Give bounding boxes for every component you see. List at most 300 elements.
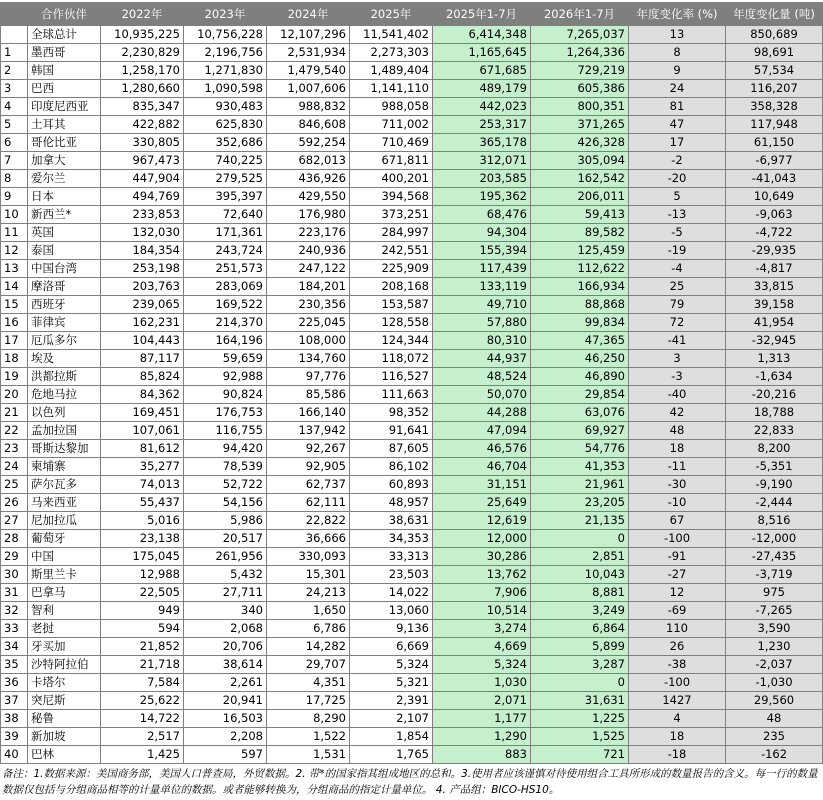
value-2024: 4,351 — [267, 674, 350, 692]
change-rate: -2 — [629, 152, 726, 170]
value-2025-jan-jul: 47,094 — [433, 422, 531, 440]
change-amount: 22,833 — [726, 422, 823, 440]
value-2025: 2,391 — [350, 692, 433, 710]
value-2025-jan-jul: 6,414,348 — [433, 26, 531, 44]
value-2023: 59,659 — [184, 350, 267, 368]
table-row — [1, 80, 823, 98]
value-2022: 1,258,170 — [101, 62, 184, 80]
change-amount: 3,590 — [726, 620, 823, 638]
value-2024: 15,301 — [267, 566, 350, 584]
change-rate: 67 — [629, 512, 726, 530]
value-2026-jan-jul: 729,219 — [531, 62, 629, 80]
value-2025: 1,489,404 — [350, 62, 433, 80]
row-rank: 38 — [1, 710, 28, 728]
value-2023: 214,370 — [184, 314, 267, 332]
table-row — [1, 512, 823, 530]
value-2026-jan-jul: 7,265,037 — [531, 26, 629, 44]
value-2022: 12,988 — [101, 566, 184, 584]
value-2022: 5,016 — [101, 512, 184, 530]
value-2025: 1,141,110 — [350, 80, 433, 98]
row-rank: 26 — [1, 494, 28, 512]
change-rate: -100 — [629, 674, 726, 692]
change-rate: -13 — [629, 206, 726, 224]
table-row — [1, 728, 823, 746]
partner-name: 牙买加 — [28, 638, 101, 656]
value-2025: 2,273,303 — [350, 44, 433, 62]
partner-name: 马来西亚 — [28, 494, 101, 512]
change-rate: -11 — [629, 458, 726, 476]
partner-name: 日本 — [28, 188, 101, 206]
value-2026-jan-jul: 47,365 — [531, 332, 629, 350]
change-amount: -4,722 — [726, 224, 823, 242]
value-2025-jan-jul: 253,317 — [433, 116, 531, 134]
value-2026-jan-jul: 3,287 — [531, 656, 629, 674]
change-amount: -2,444 — [726, 494, 823, 512]
value-2025-jan-jul: 155,394 — [433, 242, 531, 260]
value-2025: 124,344 — [350, 332, 433, 350]
value-2022: 162,231 — [101, 314, 184, 332]
row-rank: 8 — [1, 170, 28, 188]
change-amount: 975 — [726, 584, 823, 602]
change-amount: 98,691 — [726, 44, 823, 62]
value-2023: 176,753 — [184, 404, 267, 422]
partner-name: 智利 — [28, 602, 101, 620]
change-rate: 47 — [629, 116, 726, 134]
table-row — [1, 638, 823, 656]
value-2024: 24,213 — [267, 584, 350, 602]
value-2025-jan-jul: 57,880 — [433, 314, 531, 332]
value-2022: 22,505 — [101, 584, 184, 602]
value-2024: 137,942 — [267, 422, 350, 440]
partner-name: 卡塔尔 — [28, 674, 101, 692]
partner-name: 哥斯达黎加 — [28, 440, 101, 458]
value-2022: 2,230,829 — [101, 44, 184, 62]
change-rate: -30 — [629, 476, 726, 494]
value-2022: 74,013 — [101, 476, 184, 494]
value-2025: 242,551 — [350, 242, 433, 260]
row-rank: 23 — [1, 440, 28, 458]
change-amount: 41,954 — [726, 314, 823, 332]
header-rank — [1, 3, 28, 26]
row-rank: 4 — [1, 98, 28, 116]
value-2026-jan-jul: 426,328 — [531, 134, 629, 152]
change-amount: 235 — [726, 728, 823, 746]
change-rate: 17 — [629, 134, 726, 152]
value-2024: 1,479,540 — [267, 62, 350, 80]
value-2023: 16,503 — [184, 710, 267, 728]
row-rank: 29 — [1, 548, 28, 566]
value-2023: 395,397 — [184, 188, 267, 206]
partner-name: 印度尼西亚 — [28, 98, 101, 116]
partner-name: 中国 — [28, 548, 101, 566]
value-2022: 85,824 — [101, 368, 184, 386]
value-2026-jan-jul: 1,225 — [531, 710, 629, 728]
value-2024: 1,007,606 — [267, 80, 350, 98]
value-2025-jan-jul: 31,151 — [433, 476, 531, 494]
change-rate: -10 — [629, 494, 726, 512]
value-2025: 23,503 — [350, 566, 433, 584]
value-2024: 176,980 — [267, 206, 350, 224]
value-2024: 62,111 — [267, 494, 350, 512]
change-amount: -162 — [726, 746, 823, 764]
partner-name: 韩国 — [28, 62, 101, 80]
partner-name: 加拿大 — [28, 152, 101, 170]
value-2022: 447,904 — [101, 170, 184, 188]
header-2025-jan-jul: 2025年1-7月 — [433, 3, 531, 26]
value-2025-jan-jul: 312,071 — [433, 152, 531, 170]
change-amount: -2,037 — [726, 656, 823, 674]
value-2022: 175,045 — [101, 548, 184, 566]
value-2026-jan-jul: 69,927 — [531, 422, 629, 440]
value-2025: 208,168 — [350, 278, 433, 296]
row-rank: 22 — [1, 422, 28, 440]
value-2026-jan-jul: 99,834 — [531, 314, 629, 332]
value-2024: 1,650 — [267, 602, 350, 620]
value-2025-jan-jul: 44,288 — [433, 404, 531, 422]
row-rank: 40 — [1, 746, 28, 764]
value-2022: 253,198 — [101, 260, 184, 278]
footnote: 备注：1.数据来源：美国商务部，美国人口普查局，外贸数据。2. 带*的国家指其组成地区的总和。3.使用者应该谨慎对待使用组合工具所形成的数量报告的含义。每一行的数量数据仅包括与分组商品相等的计量单位的数据。或者能够转换为，分组商品的指定计量单位。 4. 产品组：BICO-HS10。 — [2, 768, 818, 796]
value-2023: 740,225 — [184, 152, 267, 170]
table-row — [1, 692, 823, 710]
header-change-rate: 年度变化率 (%) — [629, 3, 726, 26]
value-2025-jan-jul: 50,070 — [433, 386, 531, 404]
value-2023: 92,988 — [184, 368, 267, 386]
change-rate: 25 — [629, 278, 726, 296]
value-2022: 835,347 — [101, 98, 184, 116]
value-2022: 87,117 — [101, 350, 184, 368]
value-2023: 243,724 — [184, 242, 267, 260]
value-2025: 87,605 — [350, 440, 433, 458]
value-2025-jan-jul: 1,290 — [433, 728, 531, 746]
value-2023: 20,706 — [184, 638, 267, 656]
change-rate: 4 — [629, 710, 726, 728]
value-2025-jan-jul: 203,585 — [433, 170, 531, 188]
table-row — [1, 116, 823, 134]
header-change-amount: 年度变化量 (吨) — [726, 3, 823, 26]
partner-name: 沙特阿拉伯 — [28, 656, 101, 674]
value-2025-jan-jul: 44,937 — [433, 350, 531, 368]
value-2023: 78,539 — [184, 458, 267, 476]
value-2024: 2,531,934 — [267, 44, 350, 62]
table-row — [1, 278, 823, 296]
table-row — [1, 152, 823, 170]
value-2025-jan-jul: 12,000 — [433, 530, 531, 548]
change-amount: -9,190 — [726, 476, 823, 494]
row-rank: 28 — [1, 530, 28, 548]
change-amount: 48 — [726, 710, 823, 728]
value-2024: 846,608 — [267, 116, 350, 134]
change-rate: -38 — [629, 656, 726, 674]
row-rank: 20 — [1, 386, 28, 404]
row-rank: 6 — [1, 134, 28, 152]
value-2023: 2,068 — [184, 620, 267, 638]
value-2025-jan-jul: 489,179 — [433, 80, 531, 98]
table-row — [1, 422, 823, 440]
value-2023: 38,614 — [184, 656, 267, 674]
partner-name: 爱尔兰 — [28, 170, 101, 188]
change-rate: 5 — [629, 188, 726, 206]
change-rate: -5 — [629, 224, 726, 242]
header-partner: 合作伙伴 — [28, 3, 101, 26]
value-2026-jan-jul: 721 — [531, 746, 629, 764]
change-amount: 1,230 — [726, 638, 823, 656]
value-2023: 5,986 — [184, 512, 267, 530]
value-2026-jan-jul: 166,934 — [531, 278, 629, 296]
row-rank: 18 — [1, 350, 28, 368]
partner-name: 柬埔寨 — [28, 458, 101, 476]
change-rate: -4 — [629, 260, 726, 278]
value-2023: 164,196 — [184, 332, 267, 350]
change-amount: -1,634 — [726, 368, 823, 386]
partner-name: 哥伦比亚 — [28, 134, 101, 152]
value-2023: 283,069 — [184, 278, 267, 296]
partner-name: 尼加拉瓜 — [28, 512, 101, 530]
change-amount: 8,200 — [726, 440, 823, 458]
change-amount: 850,689 — [726, 26, 823, 44]
value-2025: 33,313 — [350, 548, 433, 566]
value-2024: 230,356 — [267, 296, 350, 314]
row-rank: 1 — [1, 44, 28, 62]
value-2022: 25,622 — [101, 692, 184, 710]
partner-name: 西班牙 — [28, 296, 101, 314]
value-2026-jan-jul: 162,542 — [531, 170, 629, 188]
row-rank: 5 — [1, 116, 28, 134]
value-2024: 8,290 — [267, 710, 350, 728]
change-rate: -100 — [629, 530, 726, 548]
value-2023: 251,573 — [184, 260, 267, 278]
value-2026-jan-jul: 5,899 — [531, 638, 629, 656]
value-2023: 116,755 — [184, 422, 267, 440]
change-amount: 358,328 — [726, 98, 823, 116]
value-2022: 967,473 — [101, 152, 184, 170]
row-rank: 12 — [1, 242, 28, 260]
value-2026-jan-jul: 89,582 — [531, 224, 629, 242]
partner-name: 泰国 — [28, 242, 101, 260]
value-2022: 233,853 — [101, 206, 184, 224]
value-2025: 2,107 — [350, 710, 433, 728]
value-2026-jan-jul: 125,459 — [531, 242, 629, 260]
partner-name: 埃及 — [28, 350, 101, 368]
value-2025-jan-jul: 12,619 — [433, 512, 531, 530]
value-2025: 111,663 — [350, 386, 433, 404]
value-2025-jan-jul: 365,178 — [433, 134, 531, 152]
change-rate: -3 — [629, 368, 726, 386]
value-2025: 1,765 — [350, 746, 433, 764]
partner-name: 洪都拉斯 — [28, 368, 101, 386]
value-2026-jan-jul: 10,043 — [531, 566, 629, 584]
change-rate: 26 — [629, 638, 726, 656]
change-amount: 61,150 — [726, 134, 823, 152]
value-2026-jan-jul: 29,854 — [531, 386, 629, 404]
value-2025: 225,909 — [350, 260, 433, 278]
value-2025-jan-jul: 46,704 — [433, 458, 531, 476]
value-2023: 2,261 — [184, 674, 267, 692]
row-rank: 7 — [1, 152, 28, 170]
value-2025: 48,957 — [350, 494, 433, 512]
change-amount: -32,945 — [726, 332, 823, 350]
table-row — [1, 350, 823, 368]
partner-name: 危地马拉 — [28, 386, 101, 404]
value-2023: 2,208 — [184, 728, 267, 746]
value-2024: 429,550 — [267, 188, 350, 206]
row-rank: 14 — [1, 278, 28, 296]
change-rate: -20 — [629, 170, 726, 188]
value-2024: 97,776 — [267, 368, 350, 386]
value-2024: 1,522 — [267, 728, 350, 746]
partner-name: 老挝 — [28, 620, 101, 638]
header-row — [1, 3, 823, 26]
change-amount: 18,788 — [726, 404, 823, 422]
value-2024: 12,107,296 — [267, 26, 350, 44]
table-row — [1, 188, 823, 206]
change-amount: -20,216 — [726, 386, 823, 404]
value-2026-jan-jul: 605,386 — [531, 80, 629, 98]
partner-name: 萨尔瓦多 — [28, 476, 101, 494]
value-2023: 340 — [184, 602, 267, 620]
row-rank: 37 — [1, 692, 28, 710]
row-rank: 39 — [1, 728, 28, 746]
value-2026-jan-jul: 112,622 — [531, 260, 629, 278]
header-2026-jan-jul: 2026年1-7月 — [531, 3, 629, 26]
row-rank: 36 — [1, 674, 28, 692]
value-2026-jan-jul: 41,353 — [531, 458, 629, 476]
row-rank — [1, 26, 28, 44]
table-row — [1, 566, 823, 584]
value-2024: 85,586 — [267, 386, 350, 404]
value-2026-jan-jul: 46,250 — [531, 350, 629, 368]
value-2026-jan-jul: 63,076 — [531, 404, 629, 422]
value-2023: 171,361 — [184, 224, 267, 242]
table-row — [1, 206, 823, 224]
value-2023: 1,271,830 — [184, 62, 267, 80]
value-2026-jan-jul: 2,851 — [531, 548, 629, 566]
change-rate: -19 — [629, 242, 726, 260]
value-2025-jan-jul: 7,906 — [433, 584, 531, 602]
value-2026-jan-jul: 305,094 — [531, 152, 629, 170]
value-2025: 373,251 — [350, 206, 433, 224]
table-row — [1, 548, 823, 566]
table-row — [1, 620, 823, 638]
value-2025: 91,641 — [350, 422, 433, 440]
value-2025: 128,558 — [350, 314, 433, 332]
value-2024: 92,267 — [267, 440, 350, 458]
value-2025: 1,854 — [350, 728, 433, 746]
value-2022: 81,612 — [101, 440, 184, 458]
value-2024: 240,936 — [267, 242, 350, 260]
table-row — [1, 602, 823, 620]
value-2025-jan-jul: 4,669 — [433, 638, 531, 656]
value-2025-jan-jul: 68,476 — [433, 206, 531, 224]
value-2022: 21,718 — [101, 656, 184, 674]
value-2024: 682,013 — [267, 152, 350, 170]
partner-name: 斯里兰卡 — [28, 566, 101, 584]
value-2025: 400,201 — [350, 170, 433, 188]
value-2025: 284,997 — [350, 224, 433, 242]
value-2023: 2,196,756 — [184, 44, 267, 62]
partner-name: 新西兰* — [28, 206, 101, 224]
value-2023: 20,517 — [184, 530, 267, 548]
value-2024: 17,725 — [267, 692, 350, 710]
table-row — [1, 224, 823, 242]
row-rank: 16 — [1, 314, 28, 332]
table-row — [1, 494, 823, 512]
value-2024: 225,045 — [267, 314, 350, 332]
table-row — [1, 404, 823, 422]
change-amount: 117,948 — [726, 116, 823, 134]
table-row — [1, 656, 823, 674]
table-row — [1, 314, 823, 332]
value-2024: 184,201 — [267, 278, 350, 296]
change-rate: 13 — [629, 26, 726, 44]
partner-name: 突尼斯 — [28, 692, 101, 710]
partner-name: 菲律宾 — [28, 314, 101, 332]
change-rate: 79 — [629, 296, 726, 314]
change-amount: -5,351 — [726, 458, 823, 476]
value-2022: 14,722 — [101, 710, 184, 728]
partner-name: 土耳其 — [28, 116, 101, 134]
value-2026-jan-jul: 31,631 — [531, 692, 629, 710]
change-rate: 42 — [629, 404, 726, 422]
change-rate: 12 — [629, 584, 726, 602]
value-2024: 108,000 — [267, 332, 350, 350]
value-2024: 223,176 — [267, 224, 350, 242]
table-row — [1, 476, 823, 494]
partner-name: 秘鲁 — [28, 710, 101, 728]
row-rank: 34 — [1, 638, 28, 656]
value-2025-jan-jul: 1,030 — [433, 674, 531, 692]
value-2026-jan-jul: 21,961 — [531, 476, 629, 494]
value-2022: 203,763 — [101, 278, 184, 296]
value-2024: 29,707 — [267, 656, 350, 674]
header-2023: 2023年 — [184, 3, 267, 26]
value-2025-jan-jul: 3,274 — [433, 620, 531, 638]
value-2024: 62,737 — [267, 476, 350, 494]
value-2025: 86,102 — [350, 458, 433, 476]
value-2026-jan-jul: 8,881 — [531, 584, 629, 602]
value-2023: 625,830 — [184, 116, 267, 134]
value-2025-jan-jul: 25,649 — [433, 494, 531, 512]
value-2023: 72,640 — [184, 206, 267, 224]
value-2025-jan-jul: 883 — [433, 746, 531, 764]
value-2022: 239,065 — [101, 296, 184, 314]
partner-name: 巴西 — [28, 80, 101, 98]
value-2023: 597 — [184, 746, 267, 764]
value-2022: 594 — [101, 620, 184, 638]
row-rank: 27 — [1, 512, 28, 530]
value-2025: 116,527 — [350, 368, 433, 386]
change-rate: 48 — [629, 422, 726, 440]
row-rank: 2 — [1, 62, 28, 80]
value-2024: 436,926 — [267, 170, 350, 188]
value-2026-jan-jul: 1,264,336 — [531, 44, 629, 62]
value-2025: 9,136 — [350, 620, 433, 638]
table-row — [1, 458, 823, 476]
partner-name: 英国 — [28, 224, 101, 242]
change-amount: 33,815 — [726, 278, 823, 296]
row-rank: 33 — [1, 620, 28, 638]
change-rate: -41 — [629, 332, 726, 350]
row-rank: 35 — [1, 656, 28, 674]
partner-name: 新加坡 — [28, 728, 101, 746]
change-amount: -3,719 — [726, 566, 823, 584]
value-2025-jan-jul: 46,576 — [433, 440, 531, 458]
value-2025-jan-jul: 94,304 — [433, 224, 531, 242]
change-amount: 29,560 — [726, 692, 823, 710]
table-row — [1, 674, 823, 692]
change-rate: -91 — [629, 548, 726, 566]
value-2026-jan-jul: 88,868 — [531, 296, 629, 314]
